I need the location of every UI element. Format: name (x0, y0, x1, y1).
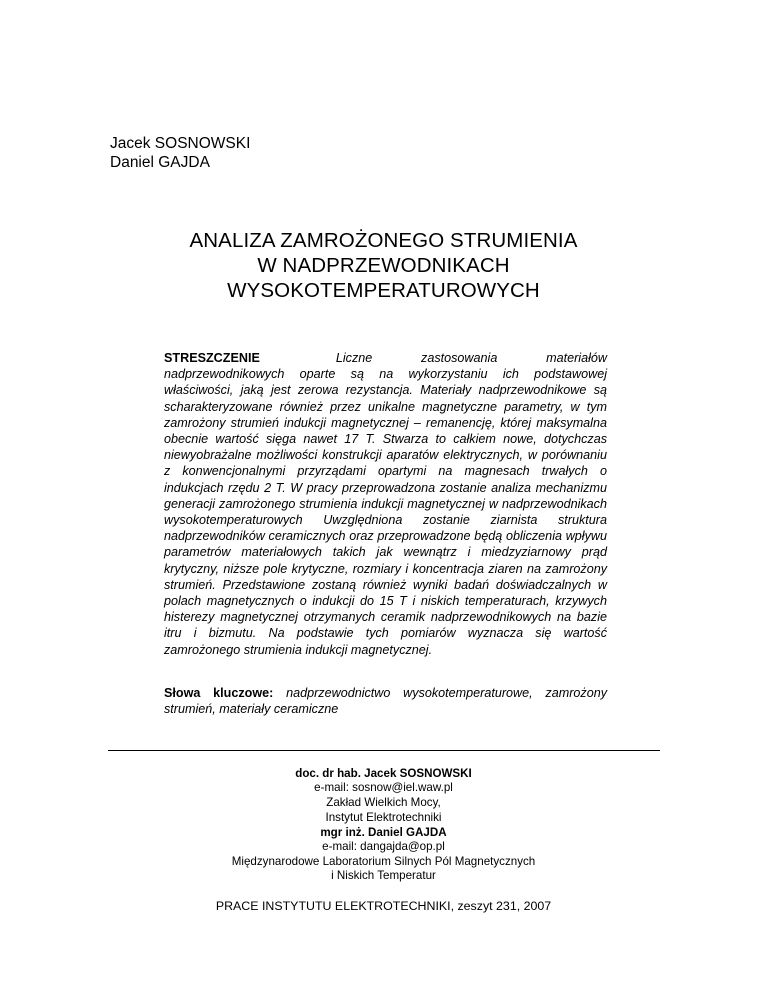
affil-unit: Zakład Wielkich Mocy, (326, 796, 441, 810)
affil-email: e-mail: sosnow@iel.waw.pl (314, 781, 453, 795)
paper-title (110, 228, 657, 303)
keywords (164, 685, 607, 717)
authors-block (110, 134, 250, 172)
author-name: Daniel GAJDA (110, 154, 210, 171)
keywords-label: Słowa kluczowe: (164, 686, 274, 700)
keywords-text: nadprzewodnictwo wysokotemperaturowe, zamrożony strumień, materiały ceramiczne (164, 686, 607, 717)
affil-unit: Instytut Elektrotechniki (325, 810, 442, 824)
abstract-label: STRESZCZENIE (164, 351, 260, 365)
affiliations (110, 767, 657, 884)
abstract (164, 350, 607, 658)
affil-author-name: mgr inż. Daniel GAJDA (320, 825, 447, 839)
title-line: WYSOKOTEMPERATUROWYCH (227, 279, 540, 302)
divider (108, 750, 660, 751)
affil-author-name: doc. dr hab. Jacek SOSNOWSKI (295, 767, 472, 780)
affil-email: e-mail: dangajda@op.pl (322, 840, 445, 854)
title-line: W NADPRZEWODNIKACH (257, 254, 510, 277)
affil-unit: i Niskich Temperatur (331, 869, 436, 883)
abstract-text: Liczne zastosowania materiałów nadprzewodnikowych oparte są na wykorzystaniu ich podstawowej właściwości, jaką jest zerowa rezystancja. Materiały nadprzewodnikowe są scharakteryzowane również przez unikalne magnetyczne parametry, w tym zamrożony strumień indukcji magnetycznej – remanencję, której maksymalna obecnie wartość sięga nawet 17 T. Stwarza to całkiem nowe, dotychczas niewyobrażalne możliwości konstrukcji aparatów elektrycznych, w porównaniu z konwencjonalnymi przyrządami opartymi na magnesach trwałych o indukcjach rzędu 2 T. W pracy przeprowadzona zostanie analiza mechanizmu generacji zamrożonego strumienia indukcji magnetycznej w nadprzewodnikach wysokotemperaturowych Uwzględniona zostanie ziarnista struktura nadprzewodników ceramicznych oraz przeprowadzone będą obliczenia wpływu parametrów materiałowych takich jak wewnątrz i miedzyziarnowy prąd krytyczny, niższe pole krytyczne, rozmiary i koncentracja ziaren na zamrożony strumień. Przedstawione zostaną również wyniki badań doświadczalnych w polach magnetycznych o indukcji do 15 T i niskich temperaturach, krzywych histerezy magnetycznej otrzymanych ceramik nadprzewodnikowych na bazie itru i bizmutu. Na podstawie tych pomiarów wyznacza się wartość zamrożonego strumienia indukcji magnetycznej. (164, 351, 607, 657)
author-name: Jacek SOSNOWSKI (110, 135, 251, 152)
title-line: ANALIZA ZAMROŻONEGO STRUMIENIA (189, 229, 578, 252)
affil-unit: Międzynarodowe Laboratorium Silnych Pól Magnetycznych (231, 855, 536, 869)
journal-footer: PRACE INSTYTUTU ELEKTROTECHNIKI, zeszyt 231, 2007 (215, 899, 552, 913)
